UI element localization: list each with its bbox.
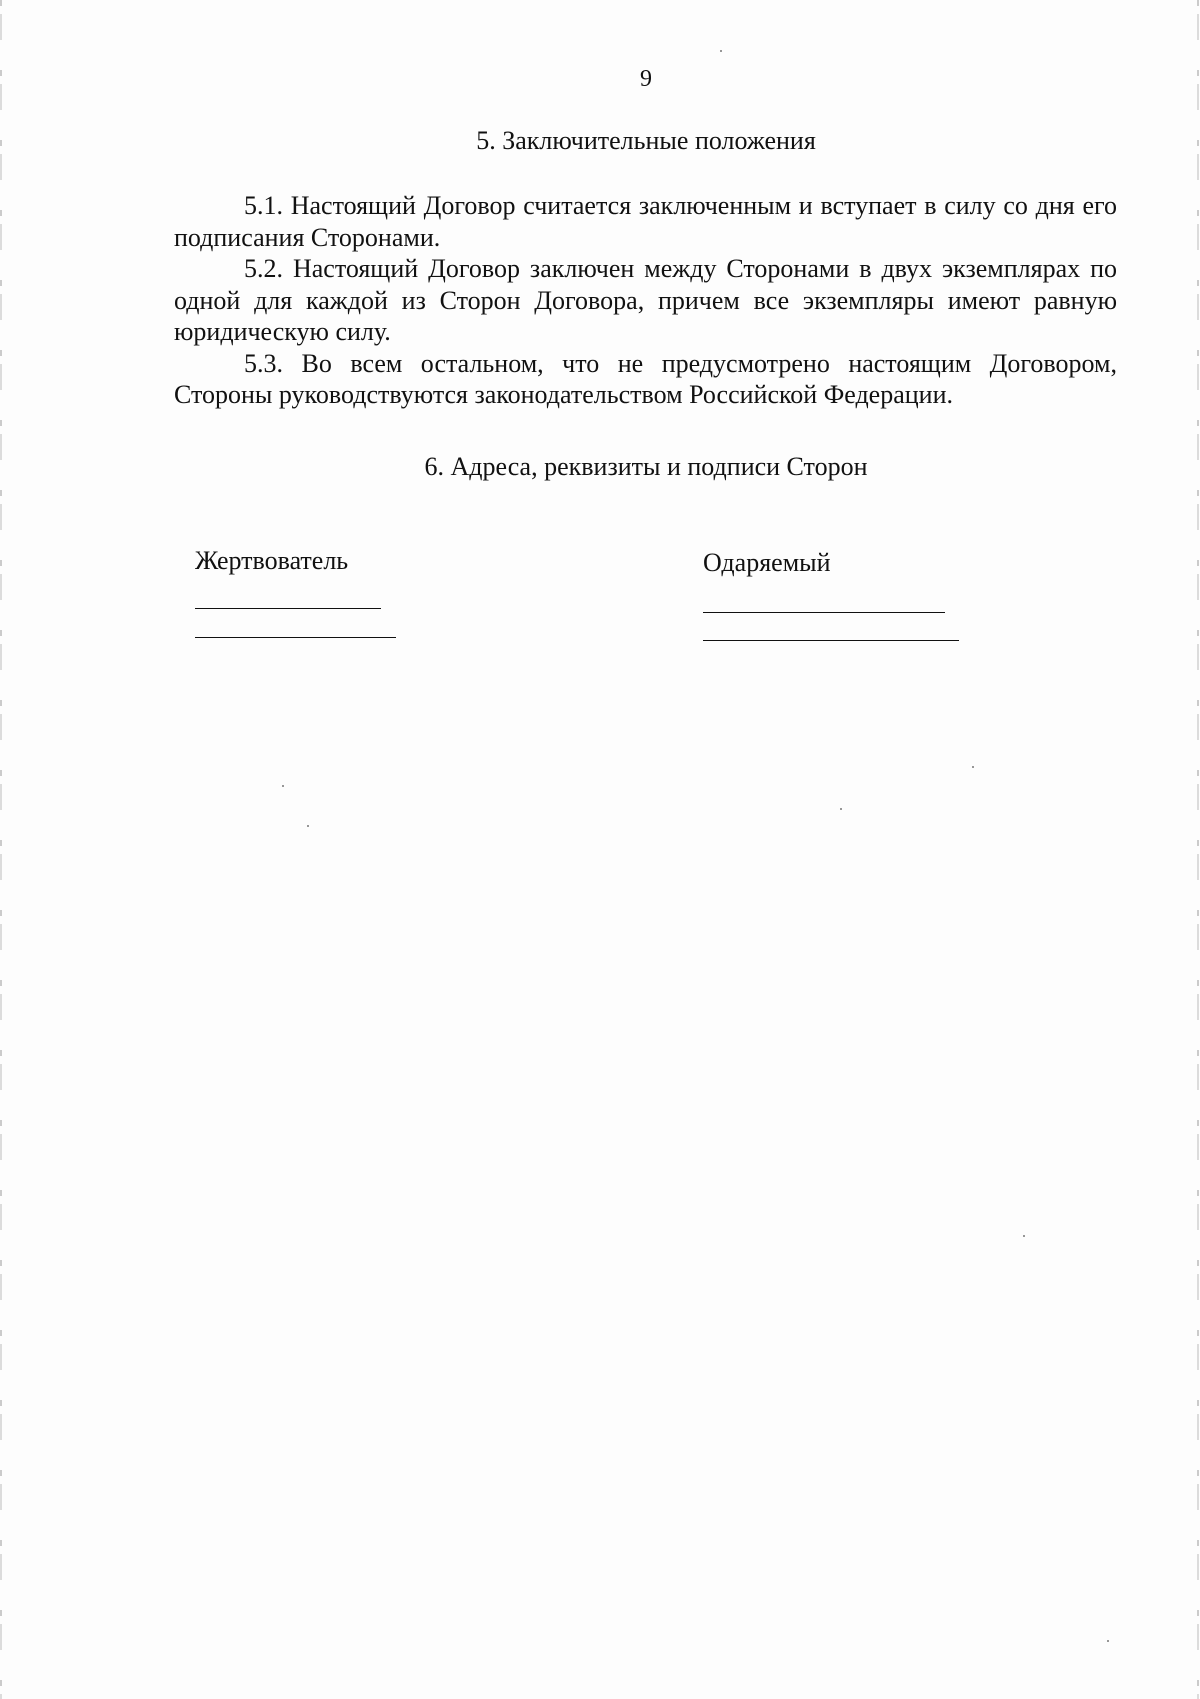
scan-edge-left <box>0 0 2 1699</box>
scan-speck <box>307 825 309 827</box>
donor-signature-line-1 <box>195 608 381 609</box>
section-6-heading: 6. Адреса, реквизиты и подписи Сторон <box>424 452 868 481</box>
scan-speck <box>972 766 974 768</box>
scan-speck <box>720 50 722 52</box>
paragraph-5-3: 5.3. Во всем остальном, что не предусмотрено настоящим Договором, Стороны руководствуются законодательством Российской Федерации. <box>174 348 1117 409</box>
page-number: 9 <box>640 66 652 92</box>
scan-speck <box>840 808 842 810</box>
recipient-label: Одаряемый <box>703 548 831 577</box>
recipient-signature-line-1 <box>703 612 945 613</box>
section-5-body <box>174 190 1117 411</box>
scan-speck <box>1023 1235 1025 1237</box>
paragraph-5-2: 5.2. Настоящий Договор заключен между Сторонами в двух экземплярах по одной для каждой из Сторон Договора, причем все экземпляры имеют равную юридическую силу. <box>174 254 1117 346</box>
donor-label: Жертвователь <box>195 546 349 575</box>
section-5-heading: 5. Заключительные положения <box>476 126 816 155</box>
recipient-signature-line-2 <box>703 640 959 641</box>
scan-speck <box>282 785 284 787</box>
paragraph-5-1: 5.1. Настоящий Договор считается заключенным и вступает в силу со дня его подписания Сторонами. <box>174 191 1117 252</box>
donor-signature-line-2 <box>195 637 396 638</box>
scan-edge-right <box>1197 0 1199 1699</box>
scan-speck <box>1107 1640 1109 1642</box>
